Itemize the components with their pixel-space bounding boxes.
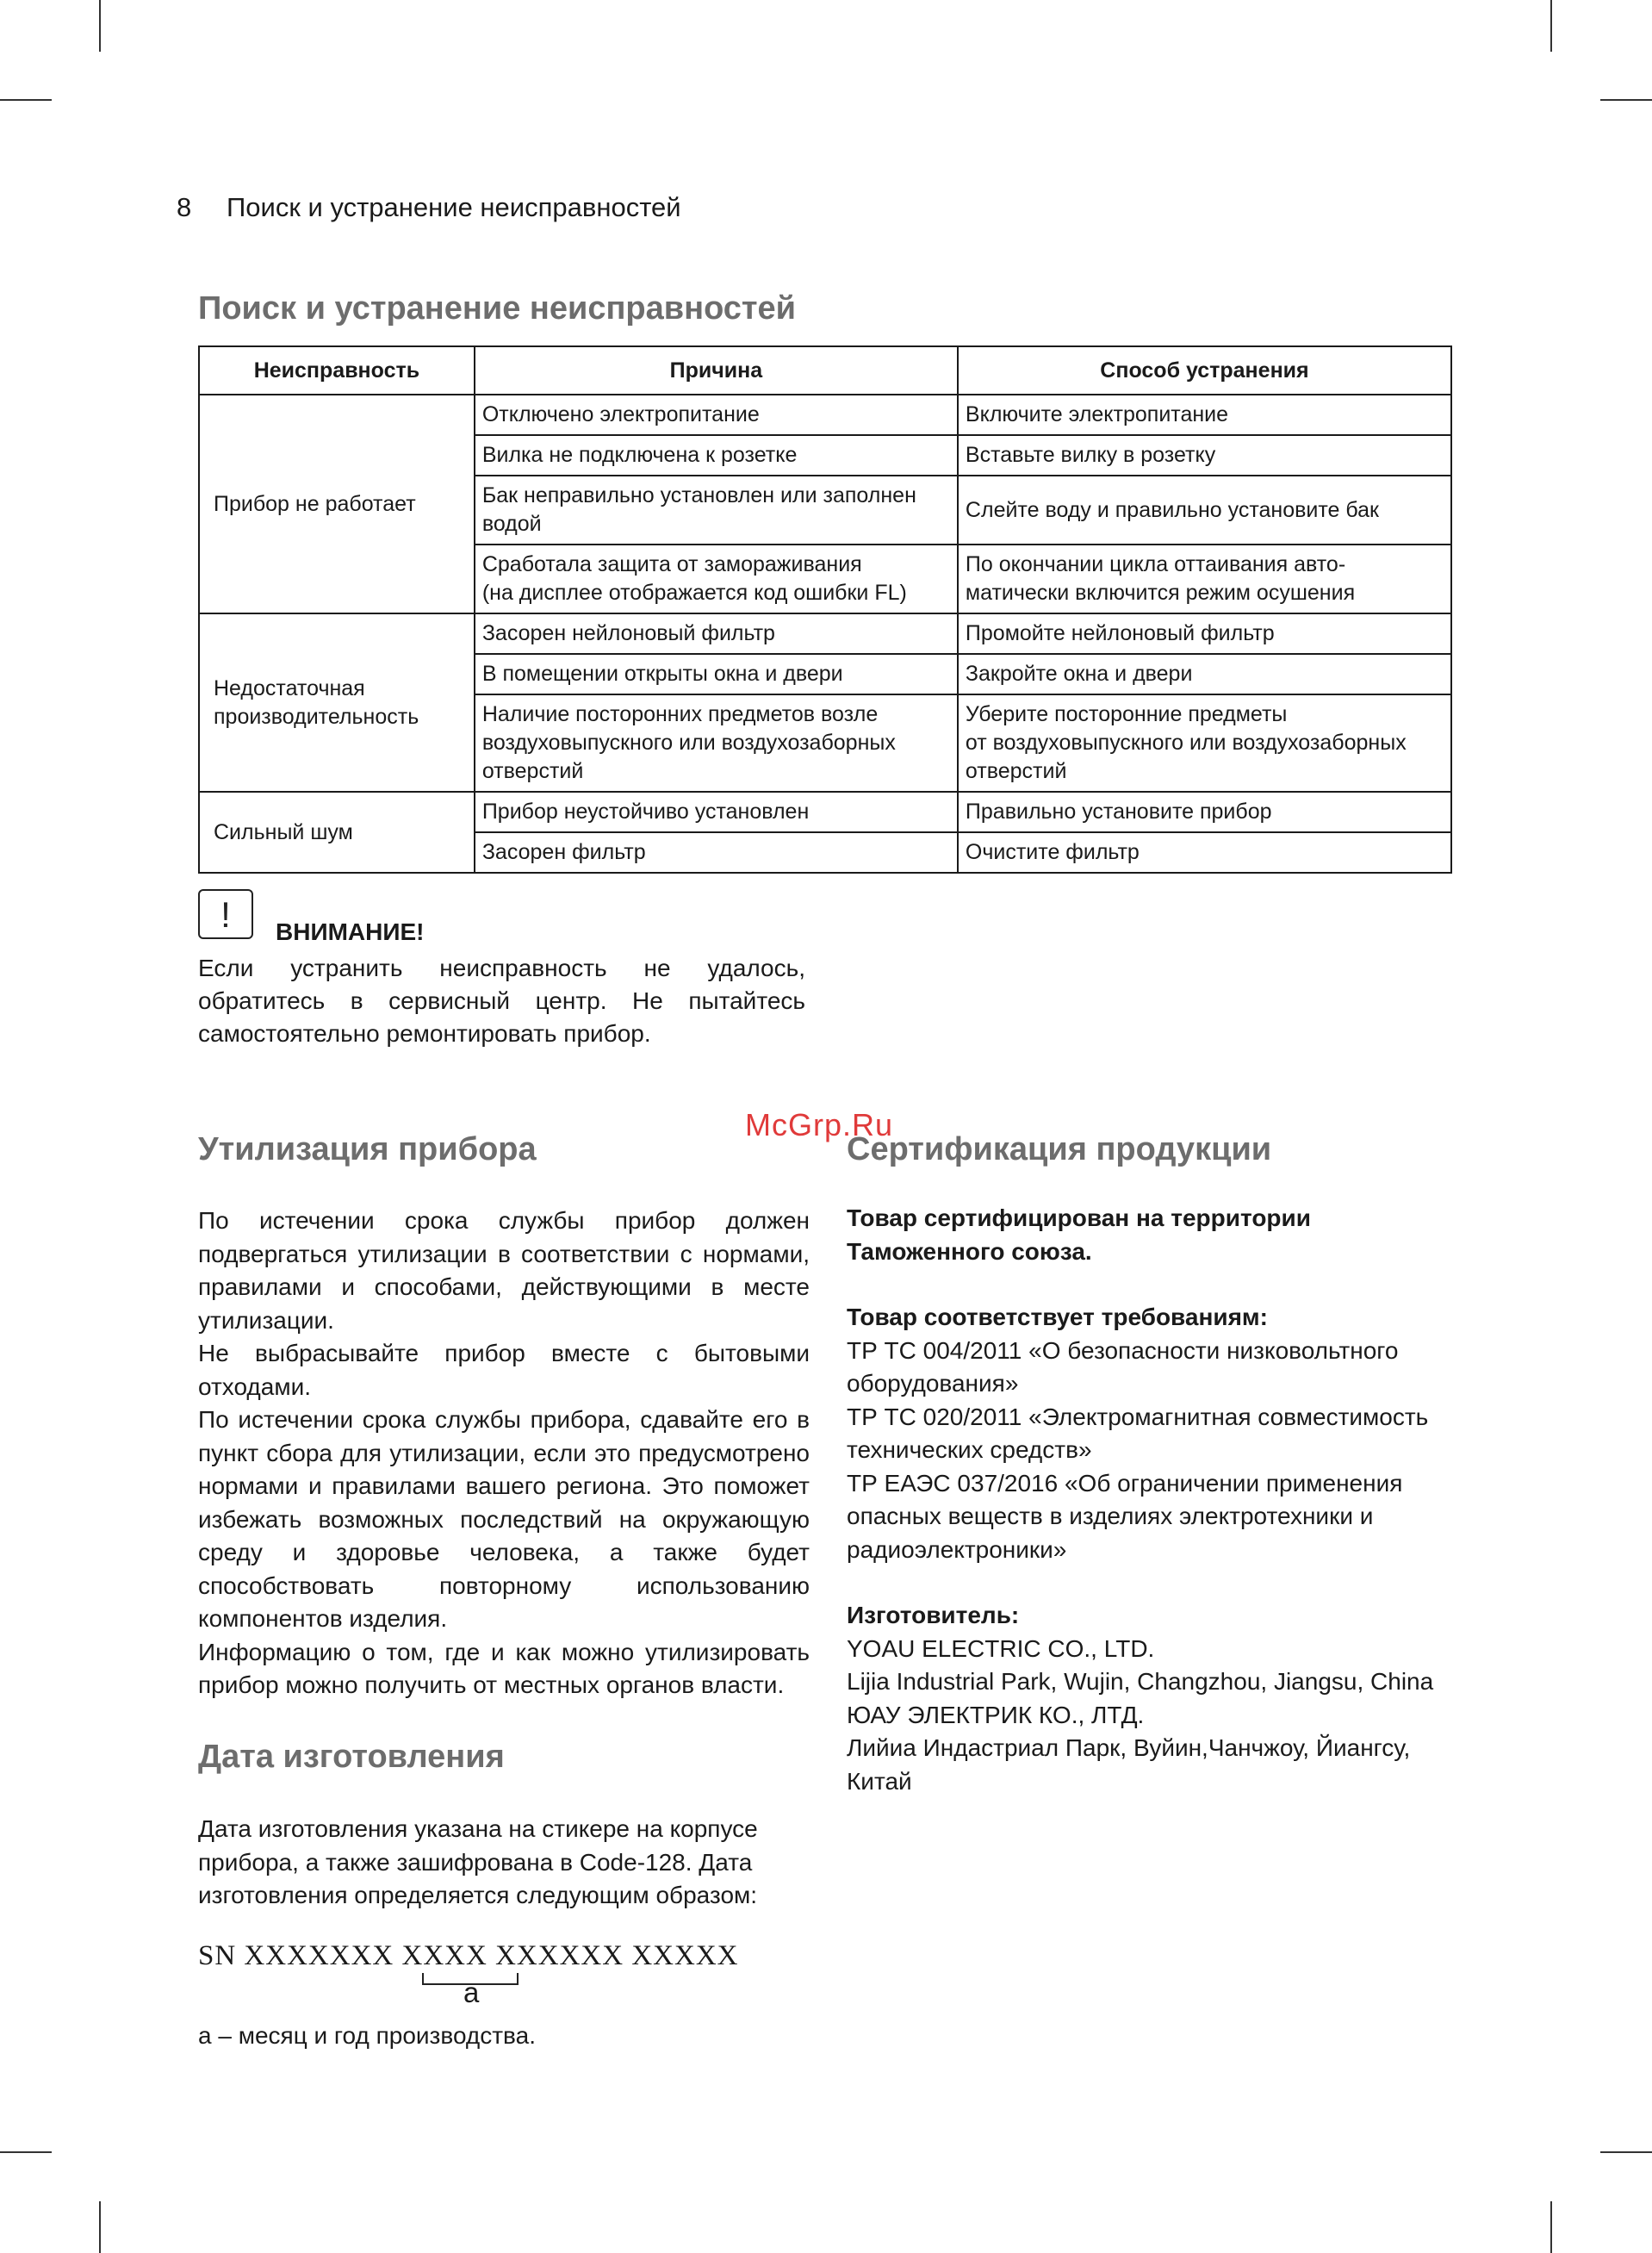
manufacturer-title: Изготовитель: [847,1602,1020,1628]
troubleshooting-table [198,345,1452,874]
column-header: Способ устранения [958,346,1451,395]
cause-cell: Отключено электропитание [475,395,958,435]
cause-cell: Вилка не подключена к розетке [475,435,958,476]
certification-block [847,1202,1467,1798]
fix-cell: Слейте воду и правильно установите бак [958,476,1451,545]
cause-cell: Засорен фильтр [475,832,958,873]
manufacturer-line: Lijia Industrial Park, Wujin, Changzhou, Jiangsu, China [847,1668,1434,1695]
requirements-title: Товар соответствует требованиям: [847,1304,1268,1330]
crop-mark [1550,2201,1552,2253]
crop-mark [1600,2151,1652,2153]
table-row [199,395,1451,435]
fault-cell: Недостаточная производительность [199,613,475,792]
cause-cell: Прибор неустойчиво установлен [475,792,958,832]
crop-mark [1600,99,1652,101]
disposal-text [198,1204,810,1702]
crop-mark [0,2151,52,2153]
crop-mark [99,2201,101,2253]
disposal-paragraph: Не выбрасывайте прибор вместе с бытовыми отходами. [198,1340,810,1400]
manufacturer-line: ЮАУ ЭЛЕКТРИК КО., ЛТД. [847,1701,1145,1728]
fix-cell: Закройте окна и двери [958,654,1451,694]
fault-cell: Сильный шум [199,792,475,873]
fix-cell: Вставьте вилку в розетку [958,435,1451,476]
column-header: Причина [475,346,958,395]
fix-cell: Уберите посторонние предметы от воздуховыпускного или воздухозаборных отверстий [958,694,1451,792]
warning-title: ВНИМАНИЕ! [276,918,425,945]
disposal-paragraph: По истечении срока службы прибор должен подвергаться утилизации в соответствии с нормами, правилами и способами, действующими в месте утилизации. [198,1207,810,1334]
disposal-title: Утилизация прибора [198,1131,537,1167]
date-note: а – месяц и год производства. [198,2022,536,2049]
requirement-item: ТР ТС 020/2011 «Электромагнитная совместимость технических средств» [847,1403,1429,1463]
manufacture-date-text: Дата изготовления указана на стикере на корпусе прибора, а также зашифрована в Code-128. Дата изготовления определяется следующим образом: [198,1815,758,1908]
warning-icon: ! [198,889,253,939]
cause-cell: Бак неправильно установлен или заполнен водой [475,476,958,545]
cause-cell: Засорен нейлоновый фильтр [475,613,958,654]
running-header [177,192,681,223]
bracket-label: а [463,1976,480,2008]
fix-cell: Промойте нейлоновый фильтр [958,613,1451,654]
crop-mark [1550,0,1552,52]
table-header-row [199,346,1451,395]
fix-cell: Очистите фильтр [958,832,1451,873]
cause-cell: Наличие посторонних предметов возле воздуховыпускного или воздухозаборных отверстий [475,694,958,792]
running-header-title: Поиск и устранение неисправностей [227,192,681,222]
fault-cell: Прибор не работает [199,395,475,613]
column-header: Неисправность [199,346,475,395]
manufacturer-line: YOAU ELECTRIC CO., LTD. [847,1634,1155,1662]
crop-mark [99,0,101,52]
manufacturer-line: Лийиа Индастриал Парк, Вуйин,Чанчжоу, Йиангсу, Китай [847,1734,1411,1795]
fix-cell: Правильно установите прибор [958,792,1451,832]
cause-cell: Сработала защита от замораживания (на дисплее отображается код ошибки FL) [475,545,958,613]
watermark: McGrp.Ru [745,1107,894,1142]
table-row [199,613,1451,654]
cause-cell: В помещении открыты окна и двери [475,654,958,694]
disposal-paragraph: По истечении срока службы прибора, сдавайте его в пункт сбора для утилизации, если это предусмотрено нормами и правилами вашего региона. Это поможет избежать возможных последствий на окружающую среду и здоровье человека, а также будет способствовать повторному использованию компонентов изделия. [198,1406,810,1632]
requirement-item: ТР ТС 004/2011 «О безопасности низковольтного оборудования» [847,1336,1399,1397]
troubleshooting-title: Поиск и устранение неисправностей [198,290,797,327]
certification-title: Сертификация продукции [847,1131,1272,1167]
page-number: 8 [177,192,192,222]
manufacture-date-title: Дата изготовления [198,1739,505,1775]
serial-number-format: SN XXXXXXX XXXX XXXXXX XXXXX [198,1940,739,1971]
disposal-paragraph: Информацию о том, где и как можно утилизировать прибор можно получить от местных органов власти. [198,1638,810,1698]
fix-cell: Включите электропитание [958,395,1451,435]
warning-text: Если устранить неисправность не удалось, обратитесь в сервисный центр. Не пытайтесь самостоятельно ремонтировать прибор. [198,955,805,1047]
fix-cell: По окончании цикла оттаивания авто- матически включится режим осушения [958,545,1451,613]
requirement-item: ТР ЕАЭС 037/2016 «Об ограничении применения опасных веществ в изделиях электротехники и радиоэлектроники» [847,1469,1403,1563]
crop-mark [0,99,52,101]
certified-statement: Товар сертифицирован на территории Таможенного союза. [847,1204,1311,1265]
table-row [199,792,1451,832]
